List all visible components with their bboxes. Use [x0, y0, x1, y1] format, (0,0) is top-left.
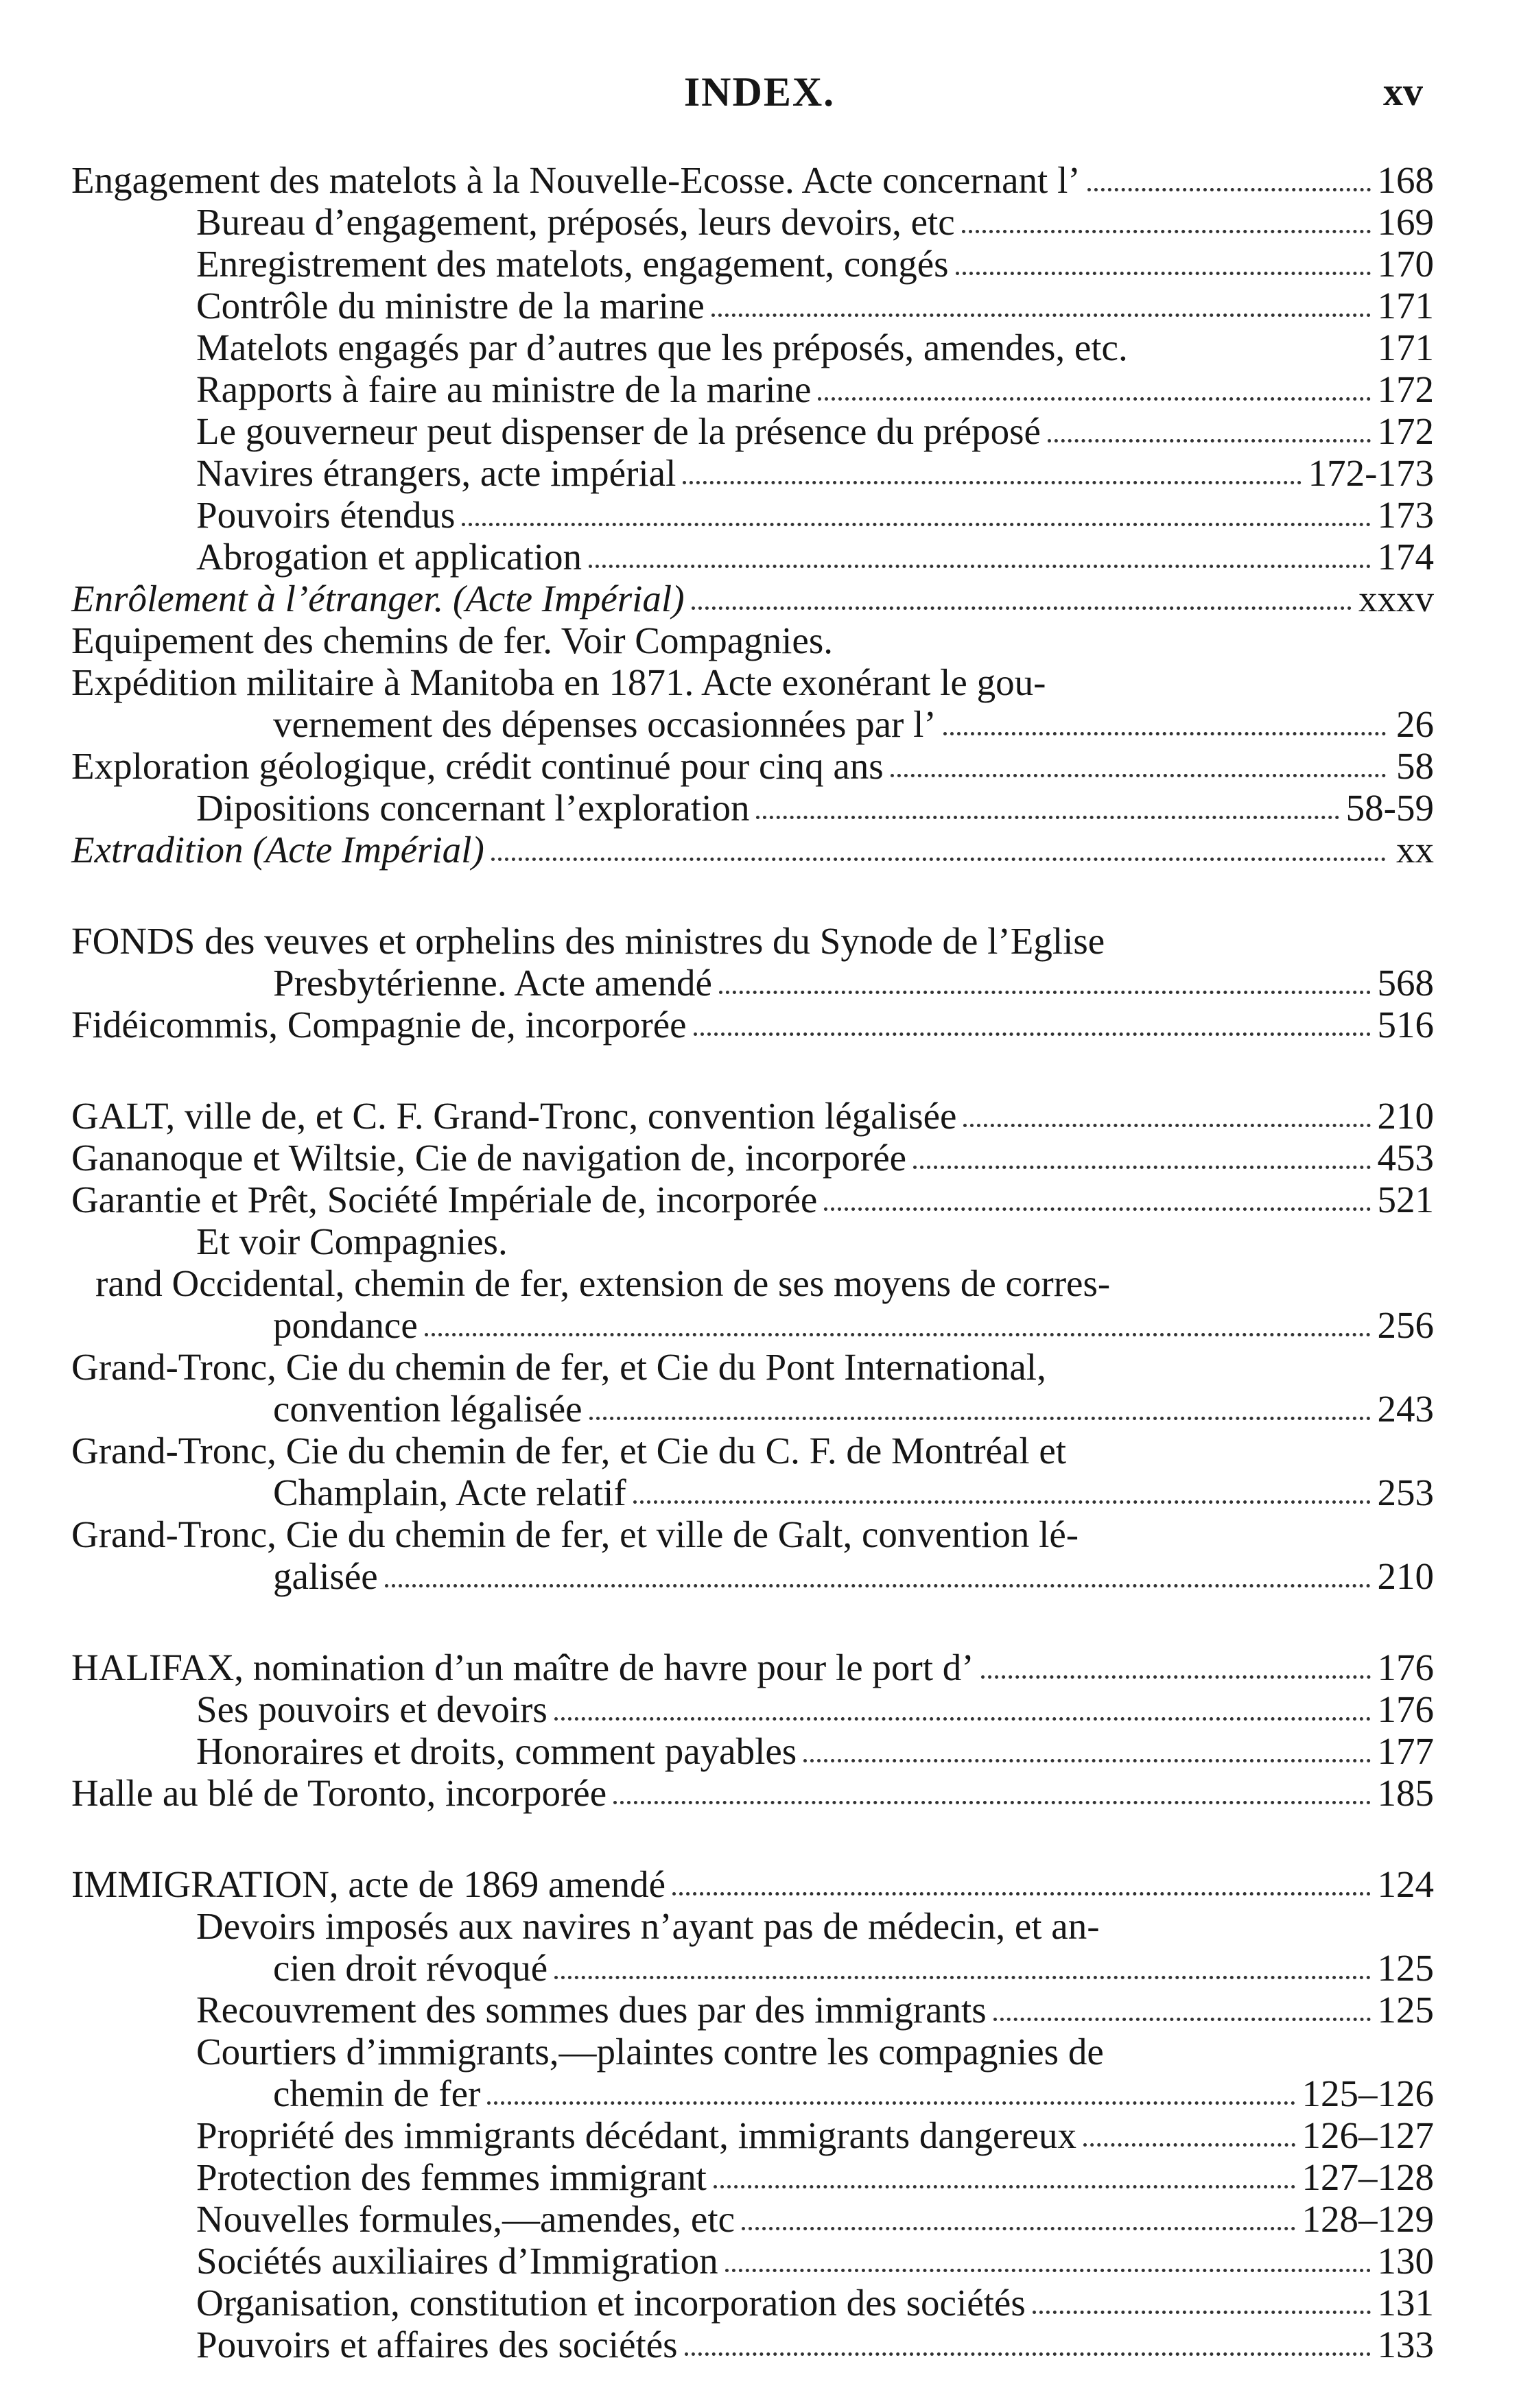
index-subentry: [71, 327, 1434, 368]
index-subentry: [71, 2282, 1434, 2324]
entry-text: FONDS des veuves et orphelins des ministres du Synode de l’Eglise: [71, 920, 1105, 962]
entry-text: Equipement des chemins de fer. Voir Compagnies.: [71, 619, 833, 661]
section-gap: [71, 1597, 1434, 1646]
entry-text: Halle au blé de Toronto, incorporée: [71, 1772, 607, 1814]
entry-page-ref: 453: [1377, 1137, 1434, 1179]
index-entry: [71, 1179, 1434, 1220]
entry-text: Matelots engagés par d’autres que les préposés, amendes, etc.: [196, 327, 1128, 368]
entry-page-ref: 171: [1377, 285, 1434, 327]
entry-text: Ses pouvoirs et devoirs: [196, 1688, 547, 1730]
dot-leader: [963, 1124, 1370, 1127]
entry-text: Et voir Compagnies.: [196, 1220, 508, 1262]
page-number: xv: [1383, 69, 1423, 114]
index-entry: [71, 1430, 1434, 1472]
dot-leader: [487, 2101, 1295, 2105]
index-section: [71, 1095, 1434, 1597]
dot-leader: [613, 1801, 1370, 1804]
entry-page-ref: 133: [1377, 2324, 1434, 2365]
entry-text: Expédition militaire à Manitoba en 1871. Acte exonérant le gou-: [71, 661, 1046, 703]
index-subentry: [71, 494, 1434, 536]
dot-leader: [1033, 2311, 1371, 2314]
index-subentry: [71, 243, 1434, 285]
index-entry: [71, 1513, 1434, 1555]
index-subentry: [71, 1555, 1434, 1597]
dot-leader: [633, 1500, 1371, 1504]
dot-leader: [425, 1333, 1371, 1336]
entry-text: Enrôlement à l’étranger. (Acte Impérial): [71, 578, 685, 619]
entry-text: Presbytérienne. Acte amendé: [273, 962, 712, 1004]
dot-leader: [385, 1584, 1371, 1587]
entry-page-ref: 173: [1377, 494, 1434, 536]
dot-leader: [981, 1675, 1371, 1679]
index-body: [71, 159, 1434, 2365]
dot-leader: [589, 565, 1370, 568]
index-entry: [71, 619, 1434, 661]
entry-page-ref: 128–129: [1302, 2198, 1434, 2240]
entry-text: Honoraires et droits, comment payables: [196, 1730, 797, 1772]
entry-text: Navires étrangers, acte impérial: [196, 452, 676, 494]
entry-page-ref: 127–128: [1302, 2156, 1434, 2198]
section-gap: [71, 1046, 1434, 1095]
entry-page-ref: 125: [1377, 1989, 1434, 2031]
entry-text: Engagement des matelots à la Nouvelle-Ecosse. Acte concernant l’: [71, 159, 1081, 201]
entry-text: cien droit révoqué: [273, 1947, 548, 1989]
dot-leader: [589, 1417, 1371, 1420]
dot-leader: [962, 230, 1371, 233]
dot-leader: [993, 2018, 1371, 2021]
entry-text: Grand-Tronc, Cie du chemin de fer, et Cie du C. F. de Montréal et: [71, 1430, 1067, 1472]
index-subentry: [71, 2324, 1434, 2365]
index-subentry: [71, 536, 1434, 578]
entry-text: Rapports à faire au ministre de la marine: [196, 368, 812, 410]
entry-text: chemin de fer: [273, 2073, 481, 2114]
entry-text: rand Occidental, chemin de fer, extension de ses moyens de corres-: [95, 1262, 1111, 1304]
index-subentry: [71, 1905, 1434, 1947]
index-subentry: [71, 201, 1434, 243]
index-subentry: [71, 1388, 1434, 1430]
dot-leader: [956, 272, 1371, 275]
entry-page-ref: 176: [1377, 1646, 1434, 1688]
entry-text: Garantie et Prêt, Société Impériale de, incorporée: [71, 1179, 818, 1220]
index-subentry: [71, 368, 1434, 410]
dot-leader: [462, 523, 1370, 526]
entry-text: Enregistrement des matelots, engagement, congés: [196, 243, 949, 285]
entry-page-ref: 210: [1377, 1095, 1434, 1137]
entry-text: Abrogation et application: [196, 536, 582, 578]
entry-page-ref: 58-59: [1345, 787, 1434, 829]
entry-text: Organisation, constitution et incorporation des sociétés: [196, 2282, 1026, 2324]
entry-text: Pouvoirs et affaires des sociétés: [196, 2324, 678, 2365]
dot-leader: [725, 2269, 1371, 2272]
index-entry: [71, 920, 1434, 962]
dot-leader: [943, 732, 1386, 735]
entry-page-ref: 185: [1377, 1772, 1434, 1814]
entry-page-ref: 172-173: [1308, 452, 1434, 494]
dot-leader: [491, 858, 1386, 861]
entry-text: pondance: [273, 1304, 418, 1346]
entry-text: Gananoque et Wiltsie, Cie de navigation de, incorporée: [71, 1137, 907, 1179]
entry-text: galisée: [273, 1555, 378, 1597]
index-subentry: [71, 2031, 1434, 2073]
dot-leader: [756, 816, 1339, 819]
dot-leader: [692, 606, 1352, 610]
index-entry: [71, 1095, 1434, 1137]
index-subentry: [71, 2114, 1434, 2156]
dot-leader: [913, 1166, 1370, 1169]
dot-leader: [672, 1892, 1370, 1896]
entry-page-ref: 174: [1377, 536, 1434, 578]
entry-text: Bureau d’engagement, préposés, leurs devoirs, etc: [196, 201, 955, 243]
entry-page-ref: 124: [1377, 1863, 1434, 1905]
dot-leader: [711, 314, 1371, 317]
index-subentry: [71, 962, 1434, 1004]
index-entry: [71, 159, 1434, 201]
dot-leader: [891, 774, 1386, 777]
entry-text: Exploration géologique, crédit continué pour cinq ans: [71, 745, 884, 787]
entry-page-ref: 130: [1377, 2240, 1434, 2282]
entry-text: Courtiers d’immigrants,—plaintes contre les compagnies de: [196, 2031, 1104, 2073]
entry-page-ref: 126–127: [1302, 2114, 1434, 2156]
dot-leader: [685, 2352, 1371, 2356]
index-subentry: [71, 2156, 1434, 2198]
dot-leader: [824, 1207, 1370, 1211]
entry-text: HALIFAX, nomination d’un maître de havre pour le port d’: [71, 1646, 974, 1688]
entry-text: GALT, ville de, et C. F. Grand-Tronc, convention légalisée: [71, 1095, 957, 1137]
entry-text: Contrôle du ministre de la marine: [196, 285, 705, 327]
entry-text: Champlain, Acte relatif: [273, 1472, 626, 1513]
entry-page-ref: 169: [1377, 201, 1434, 243]
entry-text: Propriété des immigrants décédant, immigrants dangereux: [196, 2114, 1076, 2156]
entry-page-ref: 125: [1377, 1947, 1434, 1989]
entry-text: Grand-Tronc, Cie du chemin de fer, et Cie du Pont International,: [71, 1346, 1046, 1388]
index-entry: [71, 1346, 1434, 1388]
entry-page-ref: 243: [1377, 1388, 1434, 1430]
entry-page-ref: 210: [1377, 1555, 1434, 1597]
entry-page-ref: 171: [1377, 327, 1434, 368]
index-subentry: [71, 452, 1434, 494]
entry-page-ref: 58: [1396, 745, 1434, 787]
entry-text: Pouvoirs étendus: [196, 494, 456, 536]
entry-page-ref: 256: [1377, 1304, 1434, 1346]
entry-text: Devoirs imposés aux navires n’ayant pas de médecin, et an-: [196, 1905, 1100, 1947]
entry-page-ref: 131: [1377, 2282, 1434, 2324]
dot-leader: [683, 481, 1301, 484]
index-subentry: [71, 1304, 1434, 1346]
index-subentry: [71, 787, 1434, 829]
dot-leader: [554, 1717, 1371, 1721]
section-gap: [71, 1814, 1434, 1863]
dot-leader: [554, 1976, 1370, 1979]
entry-page-ref: xxxv: [1358, 578, 1434, 619]
entry-text: vernement des dépenses occasionnées par l’: [273, 703, 937, 745]
index-entry: [71, 578, 1434, 619]
entry-page-ref: 172: [1377, 368, 1434, 410]
index-entry: [71, 1137, 1434, 1179]
index-subentry: [71, 2198, 1434, 2240]
entry-page-ref: 172: [1377, 410, 1434, 452]
dot-leader: [1083, 2143, 1295, 2147]
index-subentry: [71, 1220, 1434, 1262]
dot-leader: [714, 2185, 1295, 2188]
index-section: [71, 159, 1434, 871]
entry-page-ref: 177: [1377, 1730, 1434, 1772]
entry-text: Fidéicommis, Compagnie de, incorporée: [71, 1004, 687, 1046]
dot-leader: [1135, 355, 1371, 359]
entry-text: Sociétés auxiliaires d’Immigration: [196, 2240, 718, 2282]
section-gap: [71, 871, 1434, 920]
dot-leader: [803, 1759, 1370, 1762]
index-subentry: [71, 1688, 1434, 1730]
index-section: [71, 1646, 1434, 1814]
dot-leader: [818, 397, 1370, 401]
entry-page-ref: 26: [1396, 703, 1434, 745]
entry-text: Recouvrement des sommes dues par des immigrants: [196, 1989, 987, 2031]
dot-leader: [719, 991, 1371, 994]
index-section: [71, 920, 1434, 1046]
entry-page-ref: 521: [1377, 1179, 1434, 1220]
dot-leader: [742, 2227, 1295, 2230]
entry-page-ref: 253: [1377, 1472, 1434, 1513]
entry-text: Grand-Tronc, Cie du chemin de fer, et ville de Galt, convention lé-: [71, 1513, 1079, 1555]
index-entry: [71, 1772, 1434, 1814]
dot-leader: [1048, 439, 1371, 442]
entry-text: Protection des femmes immigrant: [196, 2156, 707, 2198]
index-subentry: [71, 1989, 1434, 2031]
entry-page-ref: 516: [1377, 1004, 1434, 1046]
entry-page-ref: 568: [1377, 962, 1434, 1004]
page-header: [0, 69, 1519, 123]
entry-text: Le gouverneur peut dispenser de la présence du préposé: [196, 410, 1041, 452]
index-subentry: [71, 1262, 1434, 1304]
index-subentry: [71, 703, 1434, 745]
index-subentry: [71, 1730, 1434, 1772]
index-subentry: [71, 2240, 1434, 2282]
index-entry: [71, 1863, 1434, 1905]
index-subentry: [71, 2073, 1434, 2114]
entry-page-ref: 176: [1377, 1688, 1434, 1730]
entry-page-ref: 170: [1377, 243, 1434, 285]
index-entry: [71, 1004, 1434, 1046]
index-entry: [71, 829, 1434, 871]
index-subentry: [71, 1472, 1434, 1513]
entry-page-ref: 125–126: [1302, 2073, 1434, 2114]
entry-text: Dipositions concernant l’exploration: [196, 787, 750, 829]
index-entry: [71, 661, 1434, 703]
page-title: INDEX.: [683, 69, 836, 115]
dot-leader: [694, 1032, 1371, 1036]
entry-text: IMMIGRATION, acte de 1869 amendé: [71, 1863, 666, 1905]
index-section: [71, 1863, 1434, 2365]
dot-leader: [1087, 188, 1371, 191]
index-entry: [71, 1646, 1434, 1688]
index-subentry: [71, 1947, 1434, 1989]
index-subentry: [71, 410, 1434, 452]
entry-page-ref: 168: [1377, 159, 1434, 201]
entry-text: Extradition (Acte Impérial): [71, 829, 484, 871]
index-entry: [71, 745, 1434, 787]
entry-page-ref: xx: [1396, 829, 1434, 871]
entry-text: convention légalisée: [273, 1388, 582, 1430]
index-subentry: [71, 285, 1434, 327]
entry-text: Nouvelles formules,—amendes, etc: [196, 2198, 735, 2240]
